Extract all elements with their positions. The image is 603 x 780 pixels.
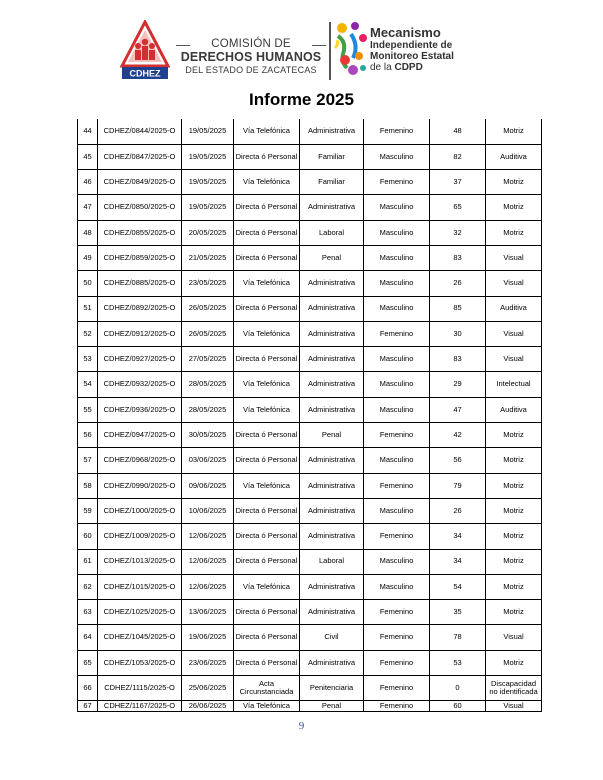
- header-divider: [329, 22, 331, 80]
- row-number: 45: [78, 144, 98, 169]
- expediente-cell: CDHEZ/0885/2025-O: [98, 271, 182, 296]
- row-number: 56: [78, 423, 98, 448]
- row-number: 51: [78, 296, 98, 321]
- table-row: [78, 473, 542, 498]
- mecanismo-line-1: Mecanismo: [370, 25, 441, 40]
- materia-cell: Administrativa: [300, 321, 364, 346]
- via-cell: Directa ó Personal: [234, 448, 300, 473]
- sexo-cell: Masculino: [364, 245, 430, 270]
- fecha-cell: 12/06/2025: [182, 574, 234, 599]
- materia-cell: Laboral: [300, 220, 364, 245]
- materia-cell: Administrativa: [300, 347, 364, 372]
- expediente-cell: CDHEZ/1045/2025-O: [98, 625, 182, 650]
- edad-cell: 30: [430, 321, 486, 346]
- via-cell: Directa ó Personal: [234, 195, 300, 220]
- table-row: [78, 321, 542, 346]
- edad-cell: 0: [430, 676, 486, 701]
- expediente-cell: CDHEZ/0968/2025-O: [98, 448, 182, 473]
- discapacidad-cell: Motriz: [486, 524, 542, 549]
- discapacidad-cell: Motriz: [486, 119, 542, 144]
- row-number: 63: [78, 600, 98, 625]
- row-number: 54: [78, 372, 98, 397]
- via-cell: Directa ó Personal: [234, 498, 300, 523]
- via-cell: Directa ó Personal: [234, 600, 300, 625]
- via-cell: Directa ó Personal: [234, 524, 300, 549]
- edad-cell: 42: [430, 423, 486, 448]
- fecha-cell: 19/05/2025: [182, 195, 234, 220]
- expediente-cell: CDHEZ/0849/2025-O: [98, 170, 182, 195]
- edad-cell: 60: [430, 701, 486, 712]
- via-cell: Directa ó Personal: [234, 347, 300, 372]
- edad-cell: 48: [430, 119, 486, 144]
- materia-cell: Administrativa: [300, 119, 364, 144]
- row-number: 57: [78, 448, 98, 473]
- materia-cell: Administrativa: [300, 473, 364, 498]
- cases-table-body: [78, 119, 542, 712]
- fecha-cell: 12/06/2025: [182, 524, 234, 549]
- row-number: 48: [78, 220, 98, 245]
- org-line-1: COMISIÓN DE: [211, 38, 291, 50]
- materia-cell: Familiar: [300, 144, 364, 169]
- discapacidad-cell: Visual: [486, 271, 542, 296]
- discapacidad-cell: Motriz: [486, 473, 542, 498]
- row-number: 49: [78, 245, 98, 270]
- via-cell: Directa ó Personal: [234, 296, 300, 321]
- fecha-cell: 27/05/2025: [182, 347, 234, 372]
- fecha-cell: 10/06/2025: [182, 498, 234, 523]
- discapacidad-cell: Visual: [486, 701, 542, 712]
- table-row: [78, 524, 542, 549]
- table-row: [78, 574, 542, 599]
- edad-cell: 79: [430, 473, 486, 498]
- via-cell: Vía Telefónica: [234, 321, 300, 346]
- edad-cell: 34: [430, 549, 486, 574]
- edad-cell: 26: [430, 498, 486, 523]
- table-row: [78, 423, 542, 448]
- fecha-cell: 26/05/2025: [182, 296, 234, 321]
- materia-cell: Penitenciaria: [300, 676, 364, 701]
- table-row: [78, 397, 542, 422]
- via-cell: Directa ó Personal: [234, 220, 300, 245]
- expediente-cell: CDHEZ/1015/2025-O: [98, 574, 182, 599]
- sexo-cell: Femenino: [364, 625, 430, 650]
- expediente-cell: CDHEZ/0892/2025-O: [98, 296, 182, 321]
- via-cell: Directa ó Personal: [234, 423, 300, 448]
- table-row: [78, 271, 542, 296]
- fecha-cell: 23/06/2025: [182, 650, 234, 675]
- sexo-cell: Masculino: [364, 397, 430, 422]
- expediente-cell: CDHEZ/0936/2025-O: [98, 397, 182, 422]
- materia-cell: Laboral: [300, 549, 364, 574]
- edad-cell: 85: [430, 296, 486, 321]
- materia-cell: Administrativa: [300, 650, 364, 675]
- materia-cell: Administrativa: [300, 397, 364, 422]
- expediente-cell: CDHEZ/1115/2025-O: [98, 676, 182, 701]
- fecha-cell: 28/05/2025: [182, 372, 234, 397]
- discapacidad-cell: Motriz: [486, 549, 542, 574]
- via-cell: Vía Telefónica: [234, 473, 300, 498]
- discapacidad-cell: Visual: [486, 625, 542, 650]
- discapacidad-cell: Motriz: [486, 574, 542, 599]
- via-cell: Vía Telefónica: [234, 271, 300, 296]
- fecha-cell: 30/05/2025: [182, 423, 234, 448]
- sexo-cell: Masculino: [364, 347, 430, 372]
- materia-cell: Penal: [300, 245, 364, 270]
- row-number: 67: [78, 701, 98, 712]
- org-rule-right: [312, 45, 326, 46]
- expediente-cell: CDHEZ/1025/2025-O: [98, 600, 182, 625]
- sexo-cell: Masculino: [364, 195, 430, 220]
- table-row: [78, 448, 542, 473]
- sexo-cell: Femenino: [364, 676, 430, 701]
- table-row: [78, 650, 542, 675]
- discapacidad-cell: Visual: [486, 245, 542, 270]
- fecha-cell: 19/06/2025: [182, 625, 234, 650]
- fecha-cell: 26/05/2025: [182, 321, 234, 346]
- expediente-cell: CDHEZ/0859/2025-O: [98, 245, 182, 270]
- discapacidad-cell: Auditiva: [486, 397, 542, 422]
- fecha-cell: 03/06/2025: [182, 448, 234, 473]
- discapacidad-cell: Motriz: [486, 195, 542, 220]
- org-line-2: DERECHOS HUMANOS: [180, 50, 322, 64]
- discapacidad-cell: Auditiva: [486, 296, 542, 321]
- row-number: 61: [78, 549, 98, 574]
- sexo-cell: Femenino: [364, 701, 430, 712]
- discapacidad-cell: Motriz: [486, 448, 542, 473]
- table-row: [78, 119, 542, 144]
- fecha-cell: 19/05/2025: [182, 170, 234, 195]
- sexo-cell: Masculino: [364, 220, 430, 245]
- discapacidad-cell: Motriz: [486, 220, 542, 245]
- org-name-block: [176, 38, 326, 84]
- org-line-3: DEL ESTADO DE ZACATECAS: [185, 65, 317, 75]
- sexo-cell: Masculino: [364, 144, 430, 169]
- expediente-cell: CDHEZ/1167/2025-O: [98, 701, 182, 712]
- row-number: 50: [78, 271, 98, 296]
- fecha-cell: 28/05/2025: [182, 397, 234, 422]
- table-row: [78, 372, 542, 397]
- row-number: 59: [78, 498, 98, 523]
- row-number: 47: [78, 195, 98, 220]
- row-number: 58: [78, 473, 98, 498]
- edad-cell: 29: [430, 372, 486, 397]
- edad-cell: 82: [430, 144, 486, 169]
- materia-cell: Administrativa: [300, 524, 364, 549]
- table-row: [78, 144, 542, 169]
- table-row: [78, 220, 542, 245]
- expediente-cell: CDHEZ/0847/2025-O: [98, 144, 182, 169]
- table-row: [78, 170, 542, 195]
- table-row: [78, 296, 542, 321]
- materia-cell: Civil: [300, 625, 364, 650]
- cdhez-logo-text: CDHEZ: [129, 68, 161, 79]
- discapacidad-cell: Motriz: [486, 170, 542, 195]
- materia-cell: Administrativa: [300, 574, 364, 599]
- sexo-cell: Masculino: [364, 448, 430, 473]
- table-row: [78, 676, 542, 701]
- via-cell: Vía Telefónica: [234, 170, 300, 195]
- expediente-cell: CDHEZ/0932/2025-O: [98, 372, 182, 397]
- page-title: Informe 2025: [249, 90, 354, 109]
- sexo-cell: Femenino: [364, 170, 430, 195]
- expediente-cell: CDHEZ/0855/2025-O: [98, 220, 182, 245]
- via-cell: Directa ó Personal: [234, 245, 300, 270]
- fecha-cell: 20/05/2025: [182, 220, 234, 245]
- discapacidad-cell: Intelectual: [486, 372, 542, 397]
- edad-cell: 26: [430, 271, 486, 296]
- sexo-cell: Masculino: [364, 498, 430, 523]
- fecha-cell: 09/06/2025: [182, 473, 234, 498]
- table-row: [78, 245, 542, 270]
- expediente-cell: CDHEZ/0927/2025-O: [98, 347, 182, 372]
- edad-cell: 37: [430, 170, 486, 195]
- edad-cell: 65: [430, 195, 486, 220]
- expediente-cell: CDHEZ/0844/2025-O: [98, 119, 182, 144]
- row-number: 46: [78, 170, 98, 195]
- table-row: [78, 549, 542, 574]
- materia-cell: Administrativa: [300, 498, 364, 523]
- row-number: 55: [78, 397, 98, 422]
- expediente-cell: CDHEZ/1013/2025-O: [98, 549, 182, 574]
- mecanismo-line-4-prefix: de la: [370, 62, 392, 73]
- fecha-cell: 21/05/2025: [182, 245, 234, 270]
- edad-cell: 56: [430, 448, 486, 473]
- edad-cell: 47: [430, 397, 486, 422]
- fecha-cell: 12/06/2025: [182, 549, 234, 574]
- discapacidad-cell: Motriz: [486, 600, 542, 625]
- edad-cell: 34: [430, 524, 486, 549]
- fecha-cell: 25/06/2025: [182, 676, 234, 701]
- edad-cell: 78: [430, 625, 486, 650]
- sexo-cell: Femenino: [364, 524, 430, 549]
- via-cell: Directa ó Personal: [234, 144, 300, 169]
- sexo-cell: Femenino: [364, 321, 430, 346]
- fecha-cell: 13/06/2025: [182, 600, 234, 625]
- via-cell: Directa ó Personal: [234, 625, 300, 650]
- row-number: 66: [78, 676, 98, 701]
- row-number: 64: [78, 625, 98, 650]
- edad-cell: 83: [430, 245, 486, 270]
- row-number: 65: [78, 650, 98, 675]
- table-row: [78, 347, 542, 372]
- edad-cell: 53: [430, 650, 486, 675]
- table-row: [78, 625, 542, 650]
- table-row: [78, 600, 542, 625]
- page-number: 9: [298, 720, 305, 732]
- row-number: 52: [78, 321, 98, 346]
- materia-cell: Administrativa: [300, 448, 364, 473]
- page-header: [0, 14, 603, 80]
- row-number: 53: [78, 347, 98, 372]
- fecha-cell: 19/05/2025: [182, 144, 234, 169]
- sexo-cell: Femenino: [364, 119, 430, 144]
- via-cell: Directa ó Personal: [234, 549, 300, 574]
- expediente-cell: CDHEZ/0947/2025-O: [98, 423, 182, 448]
- cases-table: [77, 119, 542, 712]
- discapacidad-cell: Visual: [486, 347, 542, 372]
- via-cell: Vía Telefónica: [234, 119, 300, 144]
- discapacidad-cell: Auditiva: [486, 144, 542, 169]
- expediente-cell: CDHEZ/0912/2025-O: [98, 321, 182, 346]
- mecanismo-line-3: Monitoreo Estatal: [370, 51, 454, 62]
- fecha-cell: 26/06/2025: [182, 701, 234, 712]
- edad-cell: 35: [430, 600, 486, 625]
- edad-cell: 54: [430, 574, 486, 599]
- materia-cell: Familiar: [300, 170, 364, 195]
- mecanismo-line-2: Independiente de: [370, 40, 453, 51]
- discapacidad-cell: Motriz: [486, 650, 542, 675]
- expediente-cell: CDHEZ/0990/2025-O: [98, 473, 182, 498]
- materia-cell: Administrativa: [300, 600, 364, 625]
- discapacidad-cell: Discapacidad no identificada: [486, 676, 542, 701]
- materia-cell: Administrativa: [300, 372, 364, 397]
- expediente-cell: CDHEZ/0850/2025-O: [98, 195, 182, 220]
- sexo-cell: Femenino: [364, 600, 430, 625]
- sexo-cell: Femenino: [364, 423, 430, 448]
- sexo-cell: Masculino: [364, 574, 430, 599]
- via-cell: Acta Circunstanciada: [234, 676, 300, 701]
- fecha-cell: 19/05/2025: [182, 119, 234, 144]
- row-number: 60: [78, 524, 98, 549]
- sexo-cell: Masculino: [364, 549, 430, 574]
- via-cell: Vía Telefónica: [234, 701, 300, 712]
- expediente-cell: CDHEZ/1009/2025-O: [98, 524, 182, 549]
- sexo-cell: Masculino: [364, 271, 430, 296]
- discapacidad-cell: Motriz: [486, 498, 542, 523]
- via-cell: Vía Telefónica: [234, 574, 300, 599]
- fecha-cell: 23/05/2025: [182, 271, 234, 296]
- row-number: 62: [78, 574, 98, 599]
- materia-cell: Penal: [300, 701, 364, 712]
- materia-cell: Penal: [300, 423, 364, 448]
- materia-cell: Administrativa: [300, 271, 364, 296]
- row-number: 44: [78, 119, 98, 144]
- discapacidad-cell: Visual: [486, 321, 542, 346]
- via-cell: Vía Telefónica: [234, 372, 300, 397]
- sexo-cell: Masculino: [364, 296, 430, 321]
- mecanismo-line-4: [370, 62, 480, 73]
- edad-cell: 32: [430, 220, 486, 245]
- sexo-cell: Masculino: [364, 372, 430, 397]
- table-row: [78, 498, 542, 523]
- materia-cell: Administrativa: [300, 296, 364, 321]
- edad-cell: 83: [430, 347, 486, 372]
- via-cell: Directa ó Personal: [234, 650, 300, 675]
- discapacidad-cell: Motriz: [486, 423, 542, 448]
- mecanismo-name-block: [370, 26, 480, 73]
- expediente-cell: CDHEZ/1000/2025-O: [98, 498, 182, 523]
- mecanismo-logo: [333, 18, 369, 78]
- table-row: [78, 701, 542, 712]
- sexo-cell: Femenino: [364, 473, 430, 498]
- via-cell: Vía Telefónica: [234, 397, 300, 422]
- table-row: [78, 195, 542, 220]
- mecanismo-line-4-main: CDPD: [394, 62, 423, 73]
- materia-cell: Administrativa: [300, 195, 364, 220]
- sexo-cell: Femenino: [364, 650, 430, 675]
- cdhez-logo: [120, 20, 170, 82]
- expediente-cell: CDHEZ/1053/2025-O: [98, 650, 182, 675]
